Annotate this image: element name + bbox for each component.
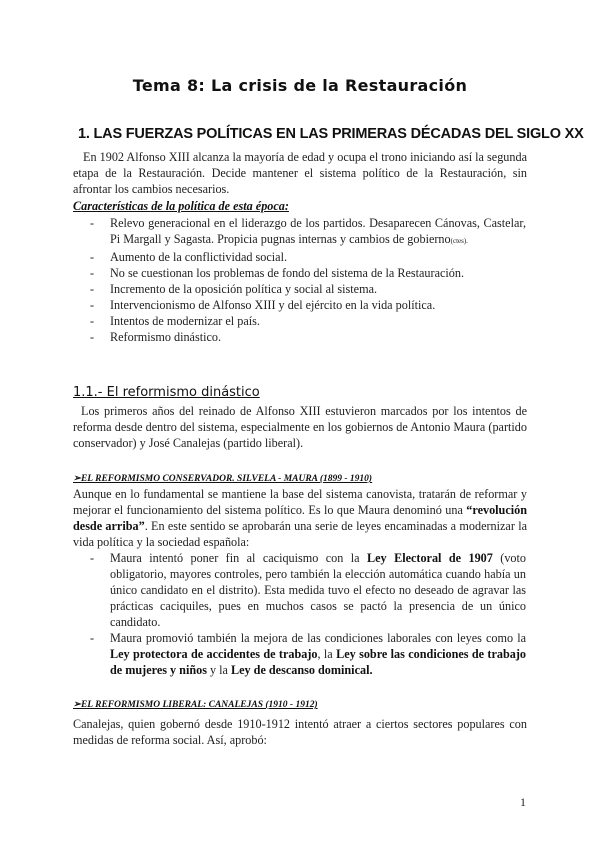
section-1-1-heading: 1.1.- El reformismo dinástico [73,385,260,400]
section-1-heading: 1. LAS FUERZAS POLÍTICAS EN LAS PRIMERAS DÉCADAS DEL SIGLO XX [78,126,584,142]
list-item: - No se cuestionan los problemas de fondo del sistema de la Restauración. [90,266,465,280]
liberal-heading: ➢EL REFORMISMO LIBERAL: CANALEJAS (1910 - 1912) [73,700,318,710]
conservative-list [90,550,526,678]
page-title: Tema 8: La crisis de la Restauración [132,76,468,95]
conservative-heading: ➢EL REFORMISMO CONSERVADOR. SILVELA - MAURA (1899 - 1910) [73,474,373,484]
characteristics-heading: Características de la política de esta época: [73,199,289,213]
list-item: - Intentos de modernizar el país. [90,314,260,328]
page-number: 1 [520,795,526,809]
liberal-paragraph: Canalejas, quien gobernó desde 1910-1912 intentó atraer a ciertos sectores populares con medidas de reforma social. Así, aprobó: [73,717,527,747]
list-item: - Intervencionismo de Alfonso XIII y del ejército en la vida política. [90,298,436,312]
list-item: - Relevo generacional en el liderazgo de los partidos. Desaparecen Cánovas, Castelar, Pi Margall y Sagasta. Propicia pugnas internas y cambios de gobierno(ctes). [90,216,526,246]
list-item: - Maura intentó poner fin al caciquismo con la Ley Electoral de 1907 (voto obligatorio, mayores controles, pero también la elección automática cuando había un único candidato en el distrito). Esta medida tuvo el efecto no deseado de agravar las prácticas caciquiles, pues en muchos casos se pactó la presencia de un único candidato. [90,551,527,629]
list-item: - Maura promovió también la mejora de las condiciones laborales con leyes como la Ley protectora de accidentes de trabajo, la Ley sobre las condiciones de trabajo de mujeres y niños y la Ley de descanso dominical. [90,631,527,677]
list-item: - Aumento de la conflictividad social. [90,250,288,264]
characteristics-list [90,215,526,345]
section-1-1-intro: Los primeros años del reinado de Alfonso XIII estuvieron marcados por los intentos de reforma desde dentro del sistema, especialmente en los gobiernos de Antonio Maura (partido conservador) y José Canalejas (partido liberal). [73,404,527,450]
list-item: - Reformismo dinástico. [90,330,222,344]
list-item: - Incremento de la oposición política y social al sistema. [90,282,378,296]
conservative-paragraph: Aunque en lo fundamental se mantiene la base del sistema canovista, tratarán de reformar y mejorar el funcionamiento del sistema político. Es lo que Maura denominó una “revolución desde arriba”. En este sentido se aprobarán una serie de leyes encaminadas a modernizar la vida política y la sociedad española: [73,487,527,549]
section-1-intro: En 1902 Alfonso XIII alcanza la mayoría de edad y ocupa el trono iniciando así la segunda etapa de la Restauración. Decide mantener el sistema político de la Restauración, sin afrontar los cambios necesarios. [73,150,527,196]
